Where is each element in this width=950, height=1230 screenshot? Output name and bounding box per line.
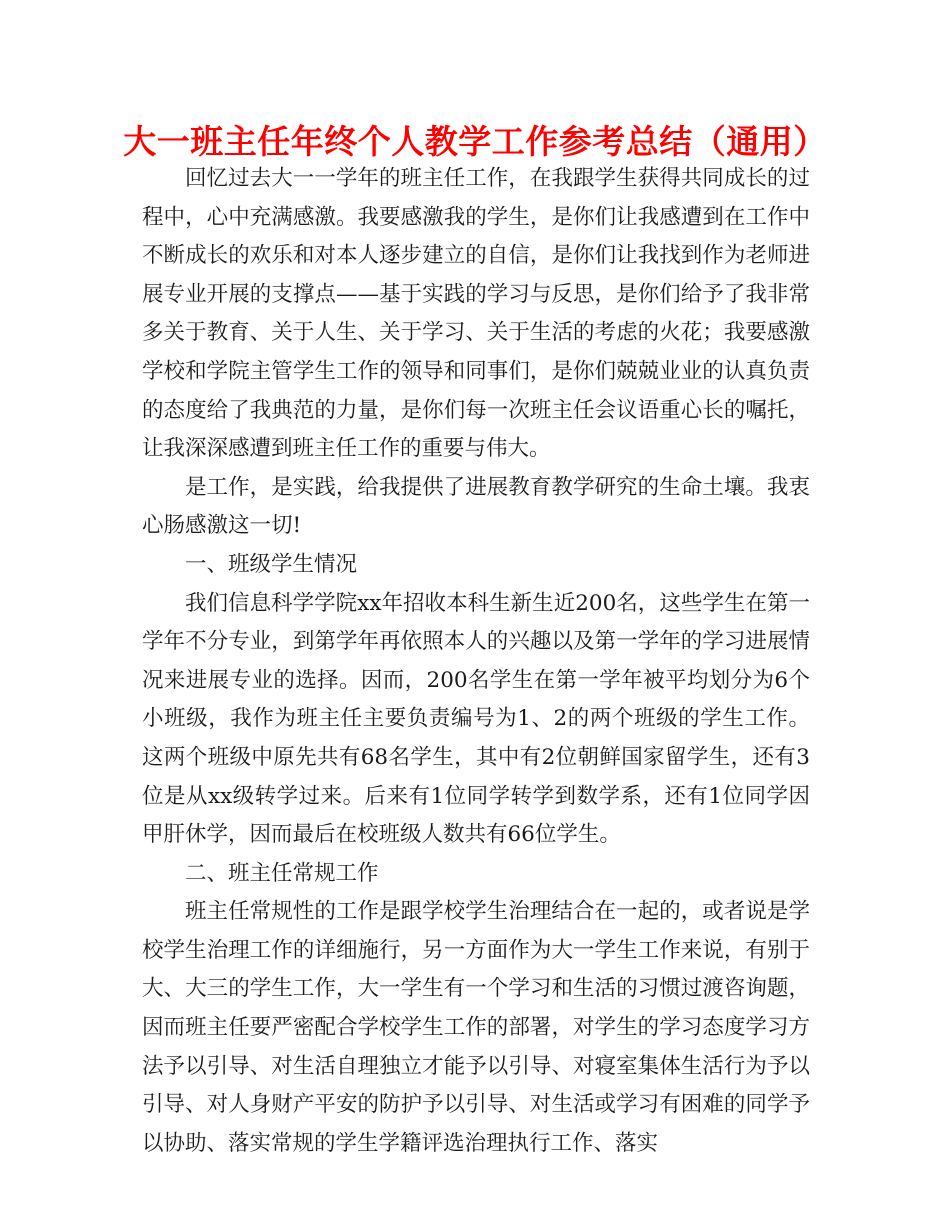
paragraph-reflection: 回忆过去大一一学年的班主任工作，在我跟学生获得共同成长的过程中，心中充满感激。我要感激我的学生，是你们让我感遭到在工作中不断成长的欢乐和对本人逐步建立的自信，是你们让我找到作为老师进展专业开展的支撑点——基于实践的学习与反思，是你们给予了我非常多关于教育、关于人生、关于学习、关于生活的考虑的火花；我要感激学校和学院主管学生工作的领导和同事们，是你们兢兢业业的认真负责的态度给了我典范的力量，是你们每一次班主任会议语重心长的嘱托，让我深深感遭到班主任工作的重要与伟大。 xyxy=(142,166,810,462)
paragraph-class-info: 我们信息科学学院xx年招收本科生新生近200名，这些学生在第一学年不分专业，到第学年再依照本人的兴趣以及第一学年的学习进展情况来进展专业的选择。因而，200名学生在第一学年被平均划分为6个小班级，我作为班主任主要负责编号为1、2的两个班级的学生工作。这两个班级中原先共有68名学生，其中有2位朝鲜国家留学生，还有3位是从xx级转学过来。后来有1位同学转学到数学系，还有1位同学因甲肝休学，因而最后在校班级人数共有66位学生。 xyxy=(142,590,810,848)
paragraph-routine-work: 班主任常规性的工作是跟学校学生治理结合在一起的，或者说是学校学生治理工作的详细施行，另一方面作为大一学生工作来说，有别于大、大三的学生工作，大一学生有一个学习和生活的习惯过渡咨询题，因而班主任要严密配合学校学生工作的部署，对学生的学习态度学习方法予以引导、对生活自理独立才能予以引导、对寝室集体生活行为予以引导、对人身财产平安的防护予以引导、对生活或学习有困难的同学予以协助、落实常规的学生学籍评选治理执行工作、落实 xyxy=(142,899,810,1156)
section-heading-class-info: 一、班级学生情况 xyxy=(185,551,358,577)
paragraph-gratitude: 是工作，是实践，给我提供了进展教育教学研究的生命土壤。我衷心肠感激这一切! xyxy=(142,474,810,539)
section-heading-routine-work: 二、班主任常规工作 xyxy=(185,860,379,886)
document-body xyxy=(142,160,810,1163)
document-title: 大一班主任年终个人教学工作参考总结（通用） xyxy=(123,122,827,161)
